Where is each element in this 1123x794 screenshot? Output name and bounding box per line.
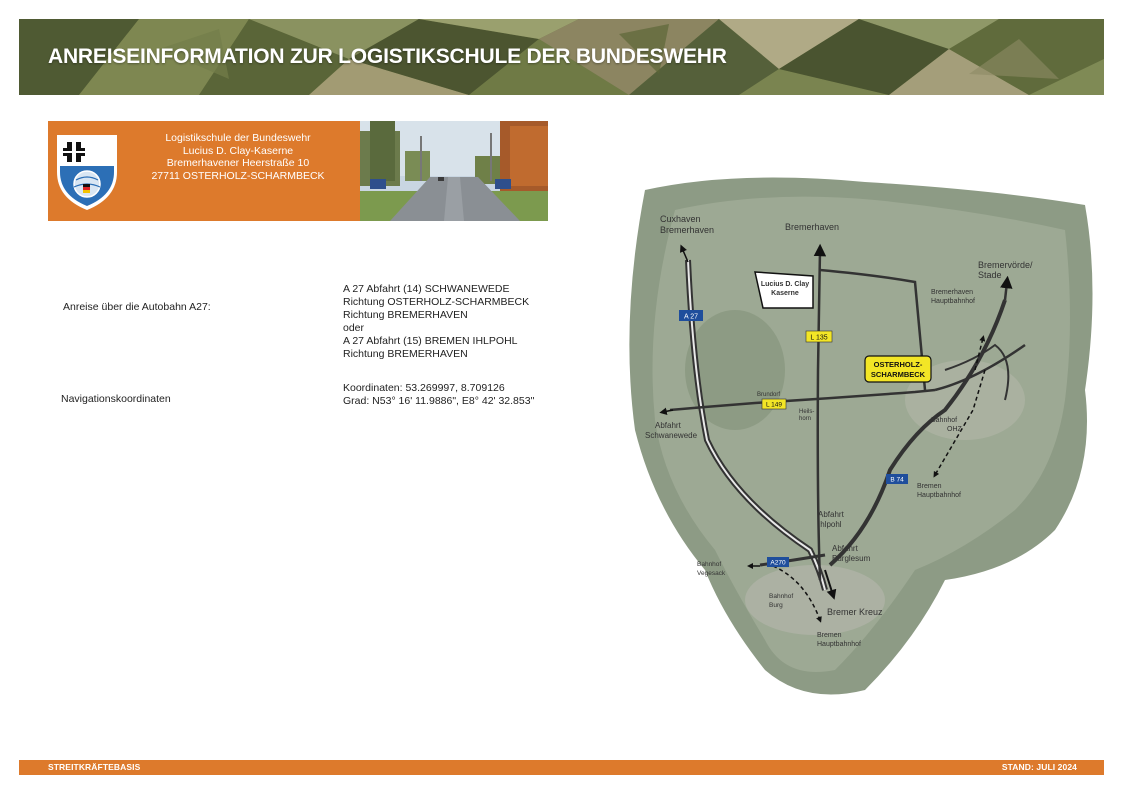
direction-line: oder	[343, 322, 365, 335]
direction-line: A 27 Abfahrt (15) BREMEN IHLPOHL	[343, 335, 518, 348]
map-label-ihlpohl: Ihlpohl	[818, 520, 842, 529]
address-line: 27711 OSTERHOLZ-SCHARMBECK	[151, 169, 325, 182]
footer-bar	[19, 760, 1104, 775]
map-label-schwanewede: Schwanewede	[645, 431, 698, 440]
sign-a270-label: A270	[770, 559, 786, 567]
address-block	[128, 132, 348, 182]
direction-line: Richtung BREMERHAVEN	[343, 348, 468, 361]
map-label-heilshorn: Heils-	[799, 409, 815, 415]
coordinate-line: Grad: N53° 16' 11.9886", E8° 42' 32.853"	[343, 395, 535, 408]
map-label-cuxhaven: Cuxhaven	[660, 214, 701, 224]
map-label-abfahrt-ihlpohl: Abfahrt	[818, 510, 844, 519]
direction-line: Richtung OSTERHOLZ-SCHARMBECK	[343, 296, 530, 309]
map-label-bhf-bremerhaven-2: Hauptbahnhof	[931, 298, 975, 305]
map-label-bahnhof-vegesack: Bahnhof	[697, 561, 722, 568]
map-label-bremervoerde: Bremervörde/	[978, 260, 1033, 270]
sign-osterholz-label: OSTERHOLZ-	[873, 360, 923, 369]
map-label-bremen-hbf-2: Hauptbahnhof	[917, 492, 961, 499]
map-label-bahnhof-burg: Bahnhof	[769, 593, 794, 600]
nav-coordinates-label: Navigationskoordinaten	[61, 393, 171, 405]
map-label-kaserne-2: Kaserne	[771, 290, 799, 297]
map-label-bremer-kreuz: Bremer Kreuz	[827, 607, 883, 617]
map-label-ohz: OHZ	[947, 426, 962, 433]
kaserne-photo	[360, 121, 548, 221]
address-line: Bremerhavener Heerstraße 10	[166, 157, 310, 169]
direction-line: A 27 Abfahrt (14) SCHWANEWEDE	[343, 283, 510, 295]
map-label-bremerhaven: Bremerhaven	[660, 225, 715, 235]
address-line: Lucius D. Clay-Kaserne	[182, 144, 294, 157]
sign-l149-label: L 149	[765, 401, 783, 409]
direction-line: Richtung BREMERHAVEN	[343, 309, 468, 322]
map-label-burglesum: Burglesum	[832, 554, 871, 563]
map-label-bremerhaven-north: Bremerhaven	[785, 222, 840, 232]
map-label-bremen-hbf-south: Bremen	[817, 632, 842, 639]
autobahn-label: Anreise über die Autobahn A27:	[63, 301, 211, 313]
sign-a27-label: A 27	[683, 313, 699, 321]
map-label-abfahrt-burglesum: Abfahrt	[832, 544, 858, 553]
footer-organization: STREITKRÄFTEBASIS	[48, 762, 141, 772]
sign-l135-label: L 135	[810, 334, 828, 342]
map-label-vegesack: Vegesack	[697, 570, 726, 577]
route-map	[615, 170, 1100, 705]
autobahn-directions	[343, 283, 529, 362]
unit-crest-icon	[54, 132, 120, 212]
nav-coordinates	[343, 382, 534, 408]
map-label-heilshorn-2: horn	[799, 416, 812, 422]
coordinate-line: Koordinaten: 53.269997, 8.709126	[343, 382, 505, 394]
address-card	[48, 121, 548, 221]
footer-date: STAND: JULI 2024	[1001, 762, 1077, 772]
map-label-bahnhof-ohz: Bahnhof	[931, 417, 958, 424]
header-banner	[19, 19, 1104, 95]
sign-b74-label: B 74	[890, 476, 904, 484]
map-label-bremen-hbf: Bremen	[917, 483, 942, 490]
map-label-bhf-bremerhaven: Bremerhaven	[931, 289, 974, 296]
page-title: ANREISEINFORMATION ZUR LOGISTIKSCHULE DER BUNDESWEHR	[48, 45, 727, 68]
map-label-abfahrt-schwanewede: Abfahrt	[655, 421, 681, 430]
address-line: Logistikschule der Bundeswehr	[165, 132, 311, 144]
map-label-burg: Burg	[769, 602, 783, 609]
map-label-kaserne: Lucius D. Clay	[760, 281, 810, 288]
map-label-brundorf: Brundorf	[757, 392, 781, 398]
sign-osterholz-label-2: SCHARMBECK	[870, 370, 926, 379]
map-label-stade: Stade	[978, 270, 1002, 280]
map-label-bremen-hbf-south-2: Hauptbahnhof	[817, 641, 861, 648]
